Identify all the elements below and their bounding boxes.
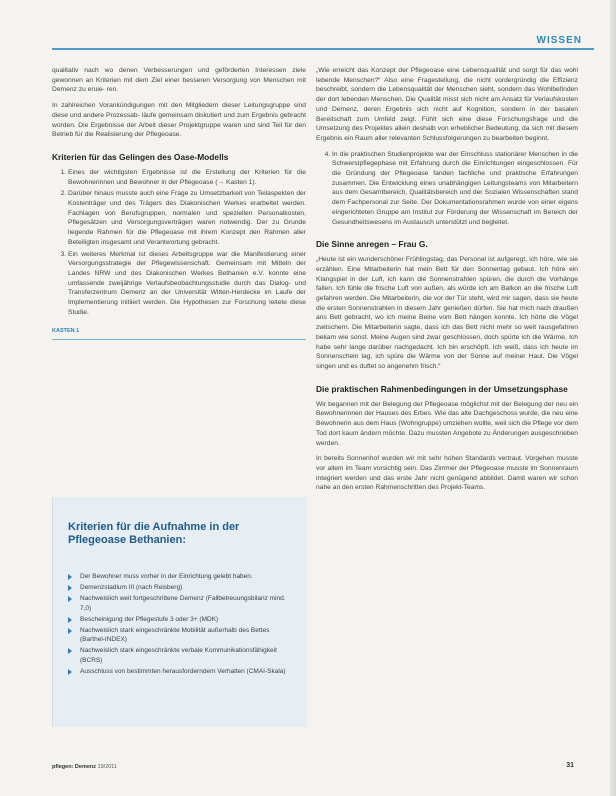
bullet-icon xyxy=(68,596,72,602)
box-tag: KASTEN 1 xyxy=(52,327,306,340)
section-label: WISSEN xyxy=(536,35,582,46)
bullet-icon xyxy=(68,585,72,591)
box-list-item: Nachweislich stark eingeschränkte Mobilität außerhalb des Bettes (Barthel-INDEX) xyxy=(68,626,294,644)
sinne-heading: Die Sinne anregen – Frau G. xyxy=(316,239,428,250)
page-number: 31 xyxy=(566,762,574,769)
right-column xyxy=(316,66,578,499)
box-list-item: Demenzstadium III (nach Reisberg) xyxy=(68,583,294,592)
criteria-list-continued xyxy=(316,150,578,228)
bullet-icon xyxy=(68,574,72,580)
rahmen-paragraph-2: In bereits Sonnenhof wurden wir mit sehr hohen Standards vertraut. Vorgehen musste vor allem im Team vorsichtig sein. Das Zimmer der Pflegeoase musste im Sonnenraum integriert werden und das erste Jahr nicht genügend abbildet. Damit waren wir schon nahe an den ersten Rahmenschritten des Projekt-Teams. xyxy=(316,455,578,492)
left-column xyxy=(52,66,306,340)
box-list xyxy=(68,572,294,678)
sinne-paragraph: „Heute ist ein wunderschöner Frühlingstag, das Personal ist aufgeregt, ich höre, wie sie erzählen. Eine Mitarbeiterin hat mein Bett für den Sonnentag gebaut. Ich höre ein Klangspiel in der Luft, ich kann die Sonnenstrahlen spüren, die durch die Vorhänge fallen. Ich fühle die frische Luft von außen, als würde ich am Balkon an die frische Luft gefahren werden. Die Mitarbeiterin, die vor der Tür steht, wird mir sagen, dass sie heute die ersten Sonnenstrahlen in diesem Jahr genießen dürfen. Sie hat mich nach draußen ans Bett gebracht, wo ich meine Beine vom Bett hängen konnte. Ich hörte die Vögel zwitschern. Die Mitarbeiterin sagte, dass ich das Bett nicht mehr so weit rausgefahren bekam wie sonst. Meine Augen sind zwar geschlossen, doch spürte ich die Wärme. Ich habe sehr lange darüber nachgedacht. Ich bin erschöpft. Ich weiß, dass ich heute im Sonnenschein lag, ich spüre die Wärme von der Sonne auf meiner Haut. Die Vögel singen und es duftet so angenehm frisch.“ xyxy=(316,256,578,370)
rahmen-heading: Die praktischen Rahmenbedingungen in der Umsetzungsphase xyxy=(316,383,568,394)
footer-journal xyxy=(52,764,117,770)
rahmen-paragraph-1: Wir begannen mit der Belegung der Pflegeoase möglichst mit der Belegung der neu ein Bewohnerinnen der Hauses des Erbes. Wie das alte Dachgeschoss wurde, die neu eine Bewohnerin aus dem Haus (Wohngruppe) umziehen wollte, weil sich die Pflege vor dem Tod dort kaum ändern möchte. Dazu mussten Angebote zu Änderungen ausgeschrieben werden. xyxy=(316,400,578,447)
journal-issue: 19/2011 xyxy=(97,764,118,770)
criteria-list xyxy=(52,168,306,318)
criteria-item-4: 4. In die praktischen Studienprojekte war der Einschluss stationärer Menschen in die Schwerstpflegephase mit Erfahrung durch die Einrichtungen eingeschlossen. Für die Gründung der Pflegeoase fanden fachliche und praktische Erfahrungen zusammen. Die Entwicklung eines unabhängigen Leitungsteams von Mitarbeitern aus dem Gesamtbereich, Qualitätsbereich und der Sozialen Wissenschaften stand dem Fachpersonal zur Seite. Der Dokumentationsrahmen wurde von einer eigens eingerichteten Gruppe am Institut zur Förderung der Wissenschaft im Bereich der Gesundheitswesens im Austausch unterstützt und begleitet. xyxy=(332,150,578,228)
bullet-icon xyxy=(68,669,72,675)
box-list-item: Ausschluss von bestimmten herausforderndem Verhalten (CMAI-Skala) xyxy=(68,667,294,676)
criteria-item-3: 3. Ein weiteres Merkmal ist dieses Arbeitsgruppe war die Manifestierung einer Versorgungsstrategie der Pflegewissenschaft. Gemeinsam mit Mitteln der Landes NRW und des Diakonischen Werkes Bethanien e.V. konnte eine umfassende zweijährige Verlaufsbeobachtungsstudie durch das Dialog- und Transferzentrum Demenz an der Universität Witten-Herdecke im Laufe der Implementierung initiiert werden. Die Hypothesen zur Forschung leitete diese Studie. xyxy=(68,250,306,318)
box-list-item: Der Bewohner muss vorher in der Einrichtung gelebt haben. xyxy=(68,572,294,581)
box-list-item: Bescheinigung der Pflegestufe 3 oder 3+ (MDK) xyxy=(68,615,294,624)
quote-paragraph: „Wie erreicht das Konzept der Pflegeoase eine Lebensqualität und sorgt für das wohl lebende Menschen?“ Also eine Fragestellung, die nicht vordergründig die Effizienz beschreibt, sondern die Lebensqualität der Menschen sieht, sondern das Wohlbefinden der dort lebenden Menschen. Die Qualität misst sich nicht am Ansatz für Verlaufskosten und Demenz, deren Ergebnis sich nicht auf Kognition, sondern in der basalen Bereitschaft zum Umfeld zeigt. Fühlt sich eine diese Forschungsfrage und die Umsetzung des Projektes allein deshalb von erheblicher Bedeutung, da sich mit diesem Ergebnis ein Raum aller relevanten Schlussfolgerungen zu bearbeiten beginnt. xyxy=(316,67,578,142)
header-rule xyxy=(52,48,594,50)
bullet-icon xyxy=(68,648,72,654)
box-title: Kriterien für die Aufnahme in der Pflegeoase Bethanien: xyxy=(68,521,240,546)
page-edge xyxy=(610,0,616,796)
journal-name: pflegen: Demenz xyxy=(52,764,97,770)
box-list-item: Nachweislich stark eingeschränkte verbale Kommunikationsfähigkeit (BCRS) xyxy=(68,646,294,664)
box-list-item: Nachweislich weit fortgeschrittene Demenz (Fallbetreuungsbilanz mind. 7,0) xyxy=(68,594,294,612)
intro-paragraph-2: In zahlreichen Vorankündigungen mit den Mitgliedern dieser Leitungsgruppe sind diese und andere Prozessab- läufe gemeinsam diskutiert und zum Ergebnis gebracht worden. Die Ergebnisse der Arbeit dieser Projektgruppe waren und sind Teil für den Betrieb für die Realisierung der Pflegeoase. xyxy=(52,102,306,139)
criteria-item-1: 1. Eines der wichtigsten Ergebnisse ist die Erstellung der Kriterien für die Bewohnerinnen und Bewohner in der Pflegeoase (→ Kasten 1). xyxy=(68,168,306,187)
criteria-item-2: 2. Darüber hinaus musste auch eine Frage zu Umsetzbarkeit von Teilaspekten der Kostenträger und des Trägers des Diakonischen Werkes erarbeitet werden. Fachlagen von Berufsgruppen, normalen und speziellen Personalkosten, Pflegesätzen und Versorgungsverträgen waren notwendig. Der zu Grunde liegende Rahmen für die Pflegeoase mit ihrem Konzept den Rahmen aller Beteiligten insgesamt und Verantwortung gebracht. xyxy=(68,189,306,247)
bullet-icon xyxy=(68,617,72,623)
criteria-heading: Kriterien für das Gelingen des Oase-Modells xyxy=(52,151,229,162)
intro-paragraph-1: qualitativ nach wo denen Verbesserungen und geförderten Interessen ziele gewonnen an Kriterien mit dem Ziel einer besseren Versorgung von Menschen mit Demenz zu eruie- ren. xyxy=(52,67,306,94)
bullet-icon xyxy=(68,628,72,634)
